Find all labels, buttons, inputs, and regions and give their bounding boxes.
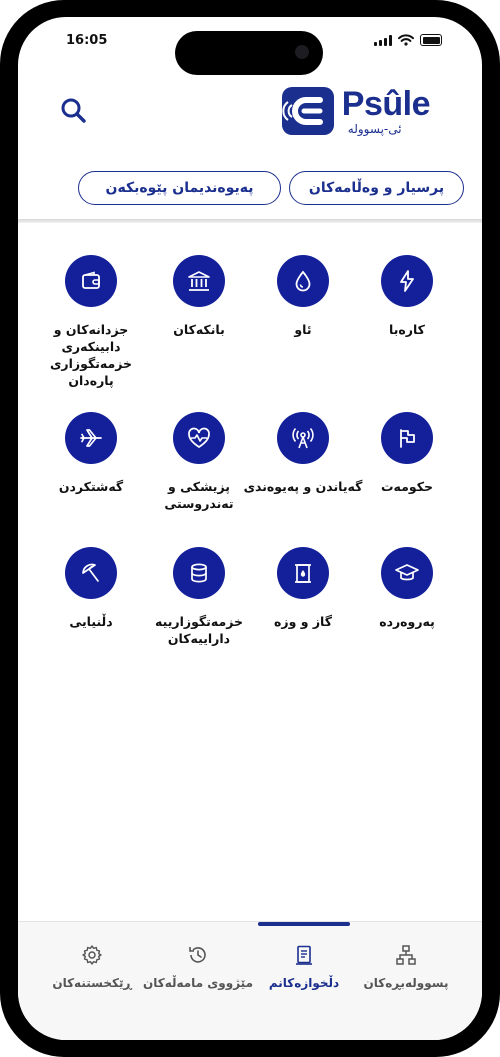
faq-button[interactable]: پرسیار و وەڵامەکان	[289, 171, 464, 205]
tab-favorites[interactable]	[246, 942, 362, 992]
service-electricity[interactable]	[352, 255, 462, 339]
document-icon	[293, 944, 315, 966]
service-financial[interactable]	[144, 547, 254, 648]
battery-icon	[420, 34, 442, 46]
search-button[interactable]	[58, 95, 90, 127]
bank-icon	[186, 268, 212, 294]
active-tab-indicator	[258, 922, 350, 926]
service-label: دڵنیایی	[69, 614, 113, 629]
service-travel[interactable]	[36, 412, 146, 496]
service-water[interactable]	[248, 255, 358, 339]
quick-actions	[18, 169, 482, 209]
graduation-cap-icon	[394, 560, 420, 586]
tab-settings[interactable]	[34, 942, 150, 992]
header-divider	[18, 219, 482, 223]
camera-icon	[295, 45, 309, 59]
contact-us-button[interactable]: پەیوەندیمان پێوەبکەن	[78, 171, 281, 205]
gas-barrel-icon	[291, 561, 315, 585]
service-education[interactable]	[352, 547, 462, 631]
brand-name: Psûle	[341, 85, 430, 123]
service-gas-energy[interactable]	[248, 547, 358, 631]
service-label: کارەبا	[389, 322, 425, 337]
flag-icon	[395, 426, 419, 450]
brand-logo	[282, 85, 430, 137]
app-screen	[18, 17, 482, 1040]
service-label: گاز و وزە	[274, 614, 332, 629]
history-icon	[187, 944, 209, 966]
tab-label: دڵخوازەکانم	[268, 976, 340, 990]
bolt-icon	[395, 269, 419, 293]
wallet-icon	[79, 269, 103, 293]
service-label: گەشتکردن	[58, 479, 124, 494]
umbrella-icon	[79, 561, 103, 585]
status-time: 16:05	[66, 33, 108, 48]
bottom-tab-bar	[18, 921, 482, 1040]
water-drop-icon	[291, 269, 315, 293]
hierarchy-icon	[395, 944, 417, 966]
service-telecom[interactable]	[243, 412, 363, 496]
status-icons	[374, 34, 442, 46]
service-government[interactable]	[352, 412, 462, 496]
tab-label: پسوولەبڕەکان	[363, 976, 449, 990]
tab-billers[interactable]	[348, 942, 464, 992]
heart-pulse-icon	[186, 425, 212, 451]
app-header	[18, 77, 482, 147]
service-label: خزمەتگوزارییە داراییەکان	[155, 614, 243, 646]
antenna-icon	[290, 425, 316, 451]
service-label: حکومەت	[381, 479, 433, 494]
service-health[interactable]	[144, 412, 254, 513]
airplane-icon	[78, 425, 104, 451]
wifi-icon	[398, 34, 414, 46]
gear-icon	[81, 944, 103, 966]
service-label: گەیاندن و پەیوەندی	[243, 479, 363, 494]
service-label: پزیشکی و تەندروستی	[164, 479, 234, 511]
service-label: ئاو	[294, 322, 312, 337]
service-label: بانکەکان	[173, 322, 225, 337]
service-wallets[interactable]	[36, 255, 146, 390]
service-label: جزدانەکان و دابینکەری خزمەتگوزاری پارەدان	[49, 322, 133, 388]
logo-mark-icon	[282, 87, 334, 135]
brand-subtitle: ئی-پسوولە	[347, 122, 402, 136]
tab-label: مێژووی مامەڵەکان	[142, 976, 254, 990]
search-icon	[58, 95, 90, 127]
dynamic-island	[175, 31, 323, 75]
database-icon	[187, 561, 211, 585]
tab-transaction-history[interactable]	[140, 942, 256, 992]
service-banks[interactable]	[144, 255, 254, 339]
tab-label: ڕێکخستنەکان	[52, 976, 132, 990]
service-insurance[interactable]	[36, 547, 146, 631]
service-label: پەروەردە	[379, 614, 435, 629]
signal-icon	[374, 35, 392, 46]
